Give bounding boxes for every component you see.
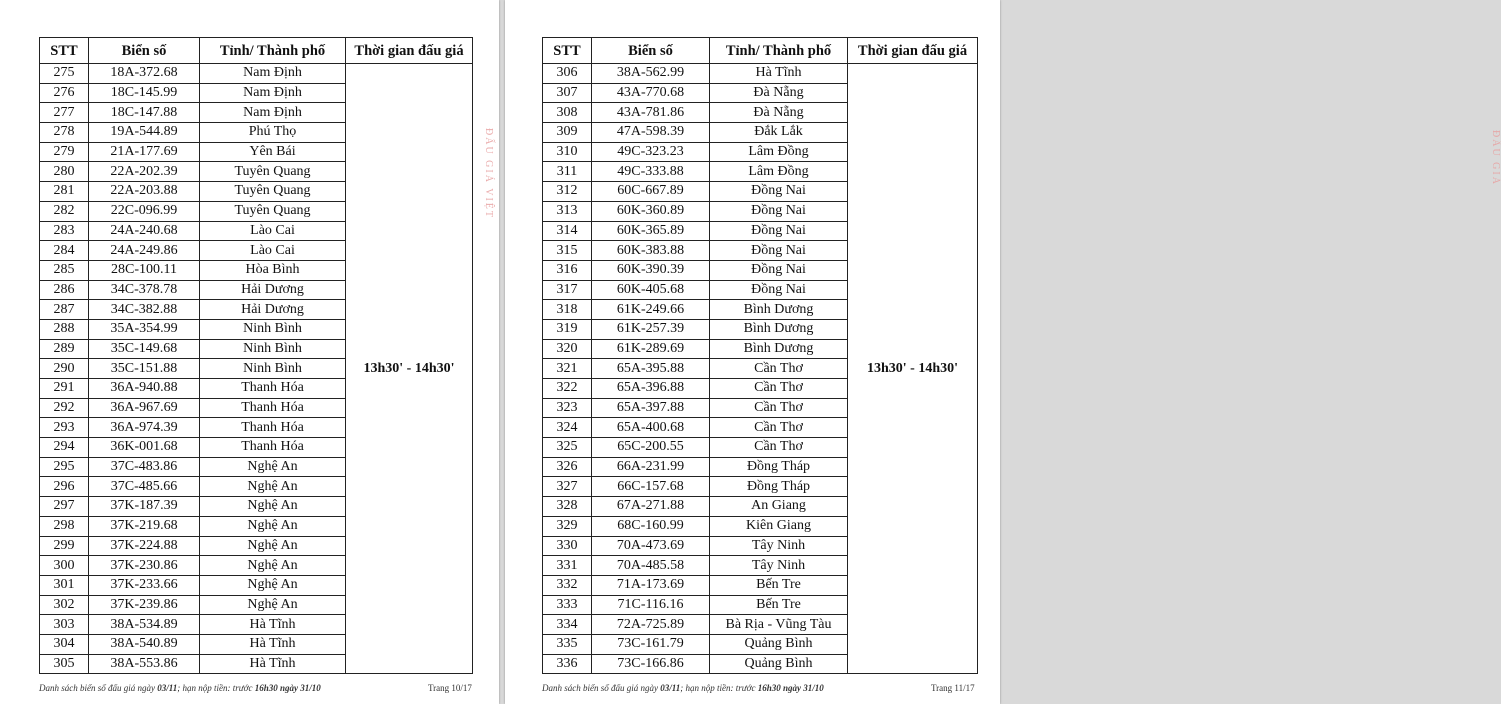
cell-province: Bến Tre <box>710 575 848 595</box>
cell-province: Lâm Đồng <box>710 142 848 162</box>
cell-stt: 324 <box>543 418 592 438</box>
cell-province: Bình Dương <box>710 300 848 320</box>
cell-plate: 22A-203.88 <box>89 182 200 202</box>
cell-province: Bà Rịa - Vũng Tàu <box>710 615 848 635</box>
cell-stt: 282 <box>40 201 89 221</box>
stamp-mark: ĐẤU GIÁ VIỆT <box>483 128 494 220</box>
cell-province: Hà Tĩnh <box>710 64 848 84</box>
cell-plate: 70A-473.69 <box>592 536 710 556</box>
cell-province: Tuyên Quang <box>200 162 346 182</box>
document-page-right <box>505 0 1501 704</box>
cell-plate: 34C-378.78 <box>89 280 200 300</box>
cell-stt: 317 <box>543 280 592 300</box>
cell-plate: 37K-224.88 <box>89 536 200 556</box>
cell-plate: 38A-540.89 <box>89 634 200 654</box>
cell-stt: 328 <box>543 497 592 517</box>
cell-province: Đồng Nai <box>710 280 848 300</box>
cell-plate: 71A-173.69 <box>592 575 710 595</box>
cell-plate: 22A-202.39 <box>89 162 200 182</box>
cell-plate: 24A-249.86 <box>89 241 200 261</box>
cell-plate: 60C-667.89 <box>592 182 710 202</box>
cell-stt: 310 <box>543 142 592 162</box>
cell-plate: 37K-239.86 <box>89 595 200 615</box>
cell-province: Cần Thơ <box>710 438 848 458</box>
cell-plate: 49C-323.23 <box>592 142 710 162</box>
cell-stt: 322 <box>543 379 592 399</box>
cell-province: An Giang <box>710 497 848 517</box>
cell-stt: 296 <box>40 477 89 497</box>
footer-deadline: 16h30 ngày 31/10 <box>757 683 824 693</box>
cell-stt: 331 <box>543 556 592 576</box>
cell-province: Bình Dương <box>710 319 848 339</box>
cell-province: Tuyên Quang <box>200 182 346 202</box>
cell-province: Hà Tĩnh <box>200 615 346 635</box>
cell-plate: 36A-967.69 <box>89 398 200 418</box>
cell-plate: 65A-395.88 <box>592 359 710 379</box>
cell-stt: 333 <box>543 595 592 615</box>
cell-stt: 280 <box>40 162 89 182</box>
cell-stt: 277 <box>40 103 89 123</box>
cell-plate: 68C-160.99 <box>592 516 710 536</box>
cell-plate: 36K-001.68 <box>89 438 200 458</box>
footer-date: 03/11 <box>157 683 178 693</box>
cell-province: Hà Tĩnh <box>200 634 346 654</box>
cell-province: Thanh Hóa <box>200 438 346 458</box>
cell-auction-time: 13h30' - 14h30' <box>346 64 473 674</box>
cell-province: Kiên Giang <box>710 516 848 536</box>
cell-plate: 43A-781.86 <box>592 103 710 123</box>
cell-province: Đắk Lắk <box>710 123 848 143</box>
cell-stt: 297 <box>40 497 89 517</box>
cell-province: Nghệ An <box>200 556 346 576</box>
cell-province: Lào Cai <box>200 221 346 241</box>
footer-mid: ; hạn nộp tiền: trước <box>177 683 255 693</box>
cell-stt: 294 <box>40 438 89 458</box>
table-header-row <box>543 38 978 64</box>
page-number: Trang 10/17 <box>428 683 472 693</box>
cell-plate: 34C-382.88 <box>89 300 200 320</box>
cell-province: Tây Ninh <box>710 556 848 576</box>
cell-stt: 301 <box>40 575 89 595</box>
cell-province: Ninh Bình <box>200 359 346 379</box>
cell-stt: 303 <box>40 615 89 635</box>
header-plate: Biển số <box>592 38 710 64</box>
cell-plate: 60K-365.89 <box>592 221 710 241</box>
cell-province: Đồng Nai <box>710 260 848 280</box>
cell-plate: 72A-725.89 <box>592 615 710 635</box>
page-number: Trang 11/17 <box>931 683 975 693</box>
cell-plate: 38A-534.89 <box>89 615 200 635</box>
cell-plate: 38A-562.99 <box>592 64 710 84</box>
cell-plate: 37C-483.86 <box>89 457 200 477</box>
footer-prefix: Danh sách biển số đấu giá ngày <box>542 683 661 693</box>
header-time: Thời gian đấu giá <box>346 38 473 64</box>
cell-stt: 281 <box>40 182 89 202</box>
cell-plate: 60K-405.68 <box>592 280 710 300</box>
cell-stt: 336 <box>543 654 592 674</box>
cell-stt: 276 <box>40 83 89 103</box>
cell-stt: 293 <box>40 418 89 438</box>
cell-province: Nam Định <box>200 64 346 84</box>
cell-province: Hòa Bình <box>200 260 346 280</box>
cell-plate: 60K-383.88 <box>592 241 710 261</box>
cell-stt: 315 <box>543 241 592 261</box>
cell-auction-time: 13h30' - 14h30' <box>848 64 978 674</box>
cell-province: Hà Tĩnh <box>200 654 346 674</box>
cell-stt: 304 <box>40 634 89 654</box>
cell-plate: 73C-161.79 <box>592 634 710 654</box>
cell-plate: 37K-230.86 <box>89 556 200 576</box>
cell-stt: 287 <box>40 300 89 320</box>
header-plate: Biển số <box>89 38 200 64</box>
cell-province: Nghệ An <box>200 516 346 536</box>
cell-stt: 307 <box>543 83 592 103</box>
page-footer <box>39 683 321 693</box>
cell-province: Bến Tre <box>710 595 848 615</box>
cell-plate: 37K-187.39 <box>89 497 200 517</box>
cell-province: Cần Thơ <box>710 359 848 379</box>
cell-plate: 36A-974.39 <box>89 418 200 438</box>
cell-stt: 325 <box>543 438 592 458</box>
cell-stt: 311 <box>543 162 592 182</box>
footer-prefix: Danh sách biển số đấu giá ngày <box>39 683 158 693</box>
cell-plate: 19A-544.89 <box>89 123 200 143</box>
cell-stt: 284 <box>40 241 89 261</box>
cell-stt: 314 <box>543 221 592 241</box>
page-footer <box>542 683 824 693</box>
table-header-row <box>40 38 473 64</box>
cell-plate: 36A-940.88 <box>89 379 200 399</box>
cell-plate: 47A-598.39 <box>592 123 710 143</box>
header-stt: STT <box>40 38 89 64</box>
cell-stt: 298 <box>40 516 89 536</box>
cell-stt: 313 <box>543 201 592 221</box>
cell-stt: 330 <box>543 536 592 556</box>
cell-stt: 332 <box>543 575 592 595</box>
cell-plate: 61K-257.39 <box>592 319 710 339</box>
cell-stt: 327 <box>543 477 592 497</box>
cell-plate: 65A-400.68 <box>592 418 710 438</box>
cell-plate: 61K-289.69 <box>592 339 710 359</box>
cell-province: Tây Ninh <box>710 536 848 556</box>
auction-table-right <box>542 37 978 674</box>
cell-plate: 61K-249.66 <box>592 300 710 320</box>
cell-plate: 35C-151.88 <box>89 359 200 379</box>
cell-province: Thanh Hóa <box>200 398 346 418</box>
cell-province: Nghệ An <box>200 497 346 517</box>
cell-plate: 60K-360.89 <box>592 201 710 221</box>
cell-plate: 35C-149.68 <box>89 339 200 359</box>
cell-plate: 21A-177.69 <box>89 142 200 162</box>
cell-stt: 286 <box>40 280 89 300</box>
cell-province: Cần Thơ <box>710 418 848 438</box>
cell-stt: 295 <box>40 457 89 477</box>
auction-table-left <box>39 37 473 674</box>
cell-province: Hải Dương <box>200 300 346 320</box>
cell-plate: 65C-200.55 <box>592 438 710 458</box>
cell-province: Yên Bái <box>200 142 346 162</box>
cell-stt: 299 <box>40 536 89 556</box>
cell-province: Lâm Đồng <box>710 162 848 182</box>
cell-plate: 37K-219.68 <box>89 516 200 536</box>
cell-plate: 65A-396.88 <box>592 379 710 399</box>
cell-stt: 309 <box>543 123 592 143</box>
cell-province: Hải Dương <box>200 280 346 300</box>
cell-stt: 312 <box>543 182 592 202</box>
cell-province: Nam Định <box>200 83 346 103</box>
cell-province: Quảng Bình <box>710 654 848 674</box>
cell-province: Nghệ An <box>200 457 346 477</box>
cell-stt: 302 <box>40 595 89 615</box>
cell-province: Đồng Nai <box>710 241 848 261</box>
cell-province: Thanh Hóa <box>200 379 346 399</box>
cell-plate: 38A-553.86 <box>89 654 200 674</box>
cell-stt: 275 <box>40 64 89 84</box>
cell-stt: 283 <box>40 221 89 241</box>
cell-stt: 290 <box>40 359 89 379</box>
cell-stt: 288 <box>40 319 89 339</box>
footer-mid: ; hạn nộp tiền: trước <box>680 683 758 693</box>
cell-stt: 300 <box>40 556 89 576</box>
cell-province: Đà Nẵng <box>710 83 848 103</box>
cell-province: Đồng Nai <box>710 201 848 221</box>
cell-plate: 28C-100.11 <box>89 260 200 280</box>
cell-province: Phú Thọ <box>200 123 346 143</box>
cell-plate: 60K-390.39 <box>592 260 710 280</box>
cell-stt: 306 <box>543 64 592 84</box>
cell-plate: 67A-271.88 <box>592 497 710 517</box>
cell-province: Quảng Bình <box>710 634 848 654</box>
cell-stt: 335 <box>543 634 592 654</box>
cell-plate: 18A-372.68 <box>89 64 200 84</box>
cell-plate: 70A-485.58 <box>592 556 710 576</box>
cell-stt: 316 <box>543 260 592 280</box>
cell-stt: 305 <box>40 654 89 674</box>
cell-plate: 22C-096.99 <box>89 201 200 221</box>
cell-plate: 49C-333.88 <box>592 162 710 182</box>
cell-stt: 285 <box>40 260 89 280</box>
cell-plate: 66A-231.99 <box>592 457 710 477</box>
cell-stt: 308 <box>543 103 592 123</box>
cell-province: Ninh Bình <box>200 339 346 359</box>
cell-province: Ninh Bình <box>200 319 346 339</box>
cell-province: Đồng Tháp <box>710 477 848 497</box>
cell-plate: 71C-116.16 <box>592 595 710 615</box>
stamp-mark: ĐẤU GIÁ <box>1490 130 1501 186</box>
header-province: Tỉnh/ Thành phố <box>710 38 848 64</box>
header-province: Tỉnh/ Thành phố <box>200 38 346 64</box>
cell-plate: 24A-240.68 <box>89 221 200 241</box>
cell-province: Cần Thơ <box>710 398 848 418</box>
cell-province: Lào Cai <box>200 241 346 261</box>
cell-province: Nam Định <box>200 103 346 123</box>
cell-plate: 37K-233.66 <box>89 575 200 595</box>
cell-plate: 37C-485.66 <box>89 477 200 497</box>
cell-province: Nghệ An <box>200 595 346 615</box>
cell-plate: 35A-354.99 <box>89 319 200 339</box>
header-time: Thời gian đấu giá <box>848 38 978 64</box>
cell-province: Đồng Nai <box>710 221 848 241</box>
cell-province: Thanh Hóa <box>200 418 346 438</box>
cell-stt: 321 <box>543 359 592 379</box>
header-stt: STT <box>543 38 592 64</box>
cell-stt: 291 <box>40 379 89 399</box>
footer-date: 03/11 <box>660 683 681 693</box>
cell-province: Đà Nẵng <box>710 103 848 123</box>
cell-plate: 18C-147.88 <box>89 103 200 123</box>
cell-stt: 319 <box>543 319 592 339</box>
cell-province: Nghệ An <box>200 536 346 556</box>
cell-province: Đồng Nai <box>710 182 848 202</box>
cell-province: Cần Thơ <box>710 379 848 399</box>
cell-province: Đồng Tháp <box>710 457 848 477</box>
cell-province: Tuyên Quang <box>200 201 346 221</box>
cell-province: Bình Dương <box>710 339 848 359</box>
cell-stt: 318 <box>543 300 592 320</box>
cell-province: Nghệ An <box>200 575 346 595</box>
cell-plate: 73C-166.86 <box>592 654 710 674</box>
cell-plate: 18C-145.99 <box>89 83 200 103</box>
cell-stt: 326 <box>543 457 592 477</box>
footer-deadline: 16h30 ngày 31/10 <box>254 683 321 693</box>
cell-province: Nghệ An <box>200 477 346 497</box>
cell-stt: 334 <box>543 615 592 635</box>
cell-stt: 279 <box>40 142 89 162</box>
cell-stt: 292 <box>40 398 89 418</box>
cell-stt: 289 <box>40 339 89 359</box>
table-row <box>40 64 473 84</box>
document-page-left <box>0 0 499 704</box>
cell-plate: 66C-157.68 <box>592 477 710 497</box>
cell-stt: 323 <box>543 398 592 418</box>
table-row <box>543 64 978 84</box>
cell-stt: 329 <box>543 516 592 536</box>
cell-stt: 278 <box>40 123 89 143</box>
cell-stt: 320 <box>543 339 592 359</box>
cell-plate: 65A-397.88 <box>592 398 710 418</box>
cell-plate: 43A-770.68 <box>592 83 710 103</box>
